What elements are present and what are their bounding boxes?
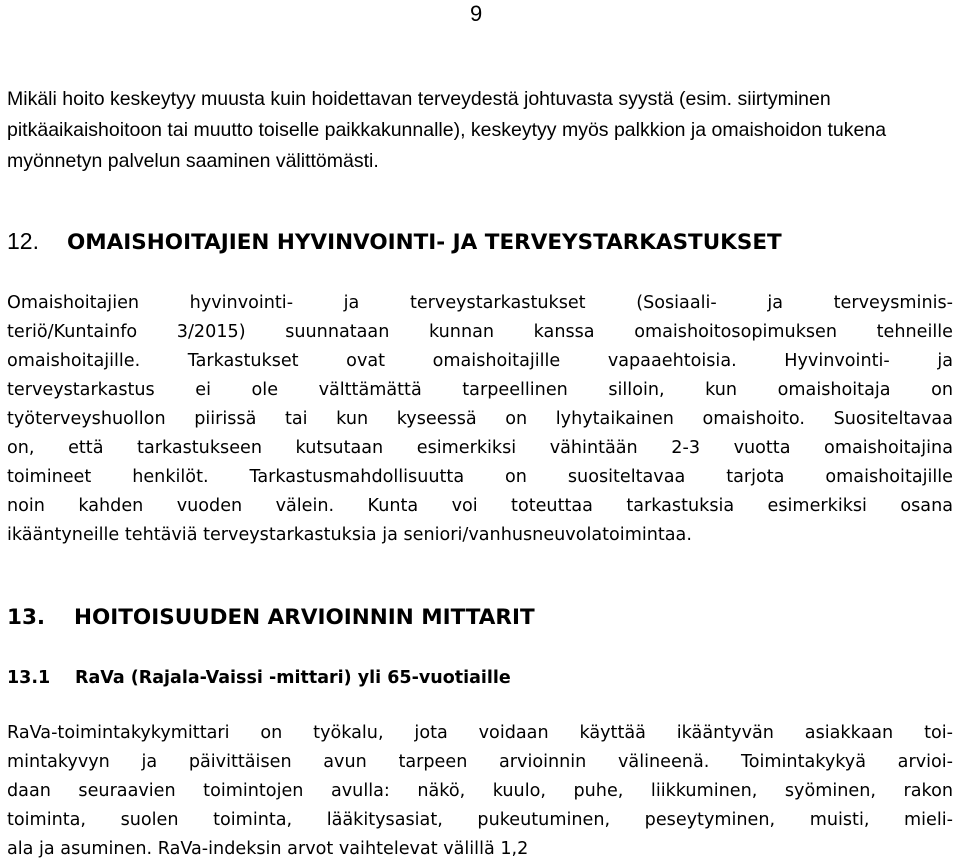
section-12-body bbox=[7, 289, 953, 550]
section-13-1-heading bbox=[7, 664, 511, 692]
section-12-number: 12. bbox=[7, 228, 39, 254]
section-12-line: ikääntyneille tehtäviä terveystarkastuksia ja seniori/vanhusneuvolatoimintaa. bbox=[7, 525, 692, 545]
section-12-line: on, että tarkastukseen kutsutaan esimerkiksi vähintään 2-3 vuotta omaishoitajina bbox=[7, 438, 953, 458]
section-13-1-number: 13.1 bbox=[7, 668, 51, 688]
section-13-1-line: ala ja asuminen. RaVa-indeksin arvot vaihtelevat välillä 1,2 bbox=[7, 839, 529, 859]
section-12-line: Omaishoitajien hyvinvointi- ja terveystarkastukset (Sosiaali- ja terveysminis- bbox=[7, 293, 953, 313]
section-13-1-body bbox=[7, 719, 953, 864]
section-12-line: terveystarkastus ei ole välttämättä tarpeellinen silloin, kun omaishoitaja on bbox=[7, 380, 953, 400]
section-12-line: teriö/Kuntainfo 3/2015) suunnataan kunnan kanssa omaishoitosopimuksen tehneille bbox=[7, 322, 953, 342]
section-12-line: työterveyshuollon piirissä tai kun kyseessä on lyhytaikainen omaishoito. Suositeltavaa bbox=[7, 409, 953, 429]
intro-paragraph: Mikäli hoito keskeytyy muusta kuin hoidettavan terveydestä johtuvasta syystä (esim. siirtyminen pitkäaikaishoitoon tai muutto toiselle paikkakunnalle), keskeytyy myös palkkion ja omaishoidon tukena myönnetyn palvelun saaminen välittömästi. bbox=[7, 88, 887, 172]
section-12-heading bbox=[7, 226, 782, 258]
page-number: 9 bbox=[470, 1, 483, 26]
section-12-line: noin kahden vuoden välein. Kunta voi toteuttaa tarkastuksia esimerkiksi osana bbox=[7, 496, 953, 516]
section-12-line: toimineet henkilöt. Tarkastusmahdollisuutta on suositeltavaa tarjota omaishoitajille bbox=[7, 467, 953, 487]
section-12-line: omaishoitajille. Tarkastukset ovat omaishoitajille vapaaehtoisia. Hyvinvointi- ja bbox=[7, 351, 953, 371]
section-13-number: 13. bbox=[7, 605, 46, 630]
section-13-1-line: RaVa-toimintakykymittari on työkalu, jota voidaan käyttää ikääntyvän asiakkaan toi- bbox=[7, 723, 953, 743]
section-12-title: OMAISHOITAJIEN HYVINVOINTI- JA TERVEYSTARKASTUKSET bbox=[67, 230, 782, 255]
section-13-1-title: RaVa (Rajala-Vaissi -mittari) yli 65-vuotiaille bbox=[75, 668, 511, 688]
section-13-1-line: toiminta, suolen toiminta, lääkitysasiat, pukeutuminen, peseytyminen, muisti, mieli- bbox=[7, 810, 953, 830]
section-13-heading bbox=[7, 603, 535, 633]
section-13-1-line: mintakyvyn ja päivittäisen avun tarpeen arvioinnin välineenä. Toimintakykyä arvioi- bbox=[7, 752, 953, 772]
section-13-1-line: daan seuraavien toimintojen avulla: näkö, kuulo, puhe, liikkuminen, syöminen, rakon bbox=[7, 781, 953, 801]
section-13-title: HOITOISUUDEN ARVIOINNIN MITTARIT bbox=[74, 605, 535, 630]
